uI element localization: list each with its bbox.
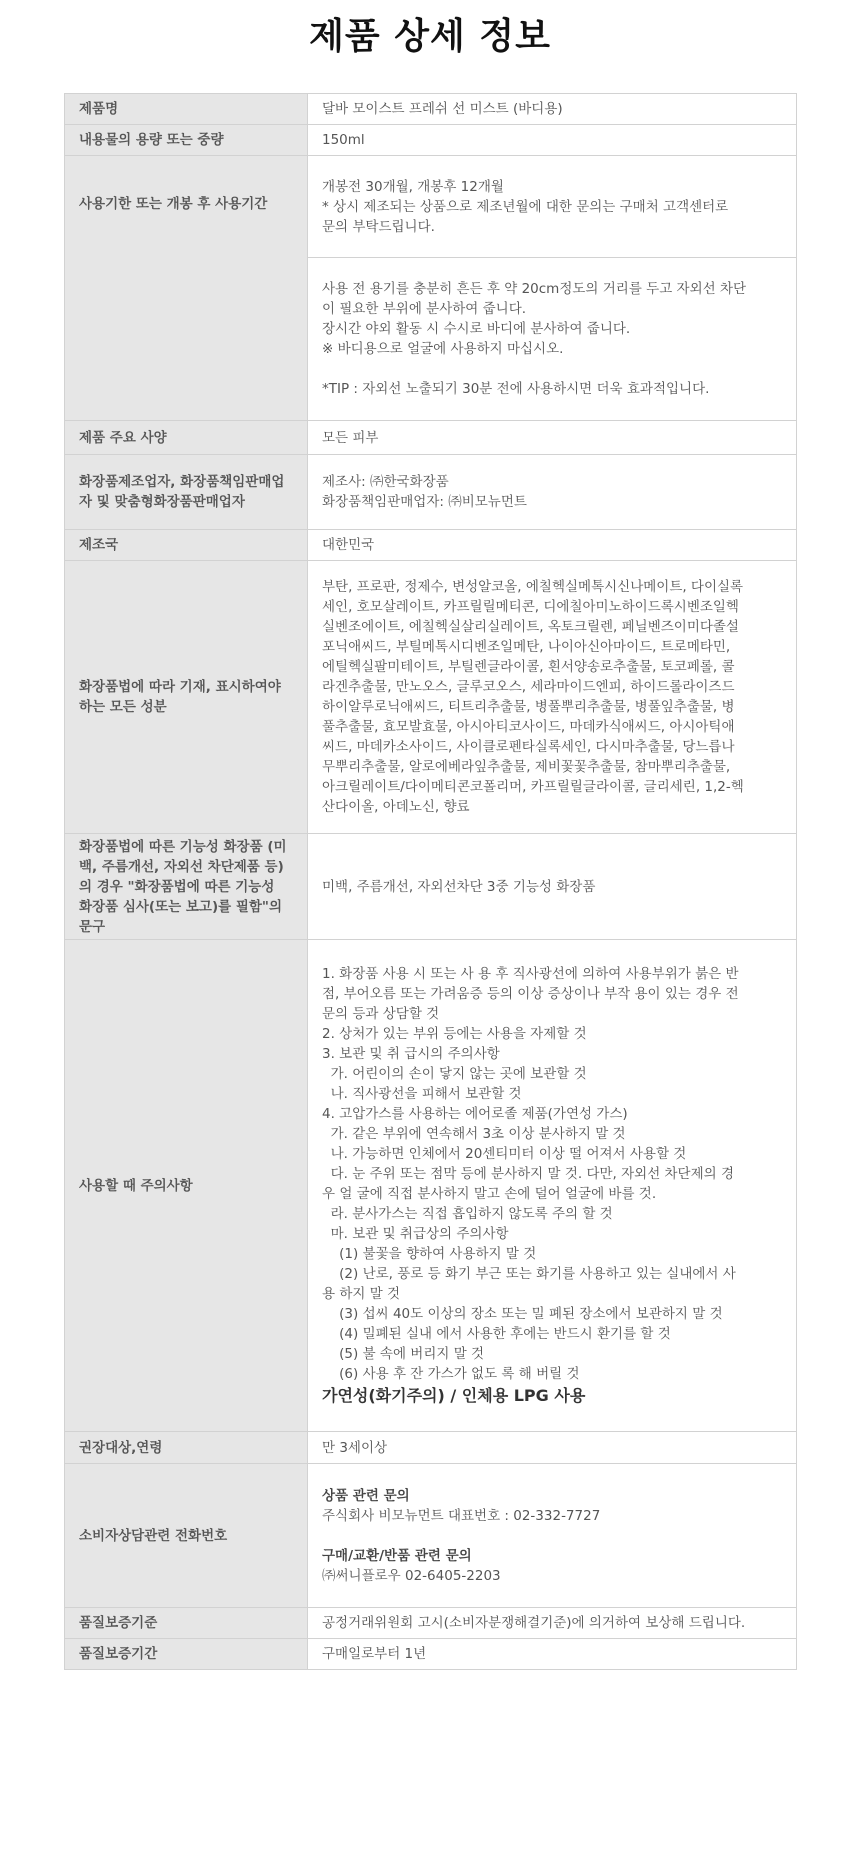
value-line: 무뿌리추출물, 알로에베라잎추출물, 제비꽃꽃추출물, 참마뿌리추출물, — [322, 759, 731, 775]
value-line: 대한민국 — [322, 537, 375, 553]
value-line: 제조사: ㈜한국화장품 — [322, 474, 449, 490]
page-title: 제품 상세 정보 — [309, 16, 551, 57]
value-line: 용 하지 말 것 — [322, 1285, 401, 1302]
value-line: 150ml — [322, 132, 365, 148]
value-line: 달바 모이스트 프레쉬 선 미스트 (바디용) — [322, 101, 563, 117]
row-value-cautions — [308, 940, 796, 1431]
row-label-line: 화장품 심사(또는 보고)를 필함"의 — [79, 898, 283, 915]
row-value-spec — [308, 421, 796, 454]
value-line: 개봉전 30개월, 개봉후 12개월 — [322, 178, 504, 195]
row-label-quality-period: 품질보증기간 — [65, 1639, 308, 1669]
value-line: 실벤조에이트, 에칠헥실살리실레이트, 옥토크릴렌, 페닐벤즈이미다졸설 — [322, 619, 739, 635]
value-line: 가. 같은 부위에 연속해서 3초 이상 분사하지 말 것 — [322, 1125, 626, 1142]
row-value-country — [308, 530, 796, 560]
value-line: 마. 보관 및 취급상의 주의사항 — [322, 1225, 509, 1242]
value-line: 문의 등과 상담할 것 — [322, 1005, 440, 1022]
row-value-contact — [308, 1464, 796, 1607]
value-line: 에틸헥실팔미테이트, 부틸렌글라이콜, 흰서양송로추출물, 토코페롤, 콜 — [322, 659, 735, 675]
expiry-block — [322, 156, 790, 257]
row-label-line: 백, 주름개선, 자외선 차단제품 등) — [79, 858, 284, 875]
row-label-line: 화장품제조업자, 화장품책임판매업 — [79, 474, 285, 490]
row-label-line: 화장품법에 따라 기재, 표시하여야 — [79, 679, 281, 695]
value-line: 가. 어린이의 손이 닿지 않는 곳에 보관할 것 — [322, 1065, 587, 1082]
table-row — [65, 940, 796, 1432]
flammable-warning: 가연성(화기주의) / 인체용 LPG 사용 — [322, 1385, 586, 1405]
row-label-target-age: 권장대상,연령 — [65, 1432, 308, 1463]
row-label-line: 의 경우 "화장품법에 따른 기능성 — [79, 878, 275, 895]
value-line: (6) 사용 후 잔 가스가 없도 록 해 버릴 것 — [322, 1365, 580, 1382]
table-row — [65, 1608, 796, 1639]
table-row — [65, 421, 796, 455]
value-line: 2. 상처가 있는 부위 등에는 사용을 자제할 것 — [322, 1025, 587, 1042]
row-label-contact: 소비자상담관련 전화번호 — [65, 1464, 308, 1607]
value-line: * 상시 제조되는 상품으로 제조년월에 대한 문의는 구매처 고객센터로 — [322, 198, 729, 215]
table-row — [65, 834, 796, 940]
value-line: 세인, 호모살레이트, 카프릴릴메티콘, 디에칠아미노하이드록시벤조일헥 — [322, 599, 739, 615]
row-label-manufacturer — [65, 455, 308, 529]
value-line: 나. 직사광선을 피해서 보관할 것 — [322, 1085, 522, 1102]
row-label-product-name: 제품명 — [65, 94, 308, 124]
row-label-line: 화장품법에 따른 기능성 화장품 (미 — [79, 838, 287, 855]
value-line: 미백, 주름개선, 자외선차단 3중 기능성 화장품 — [322, 878, 596, 895]
row-value-expiry — [308, 156, 796, 420]
value-line: *TIP : 자외선 노출되기 30분 전에 사용하시면 더욱 효과적입니다. — [322, 381, 710, 397]
value-line: 라겐추출물, 만노오스, 글루코오스, 세라마이드엔피, 하이드롤라이즈드 — [322, 679, 735, 695]
value-line: 나. 가능하면 인체에서 20센티미터 이상 떨 어져서 사용할 것 — [322, 1145, 687, 1162]
value-line: 장시간 야외 활동 시 수시로 바디에 분사하여 줍니다. — [322, 321, 631, 337]
value-line: 우 얼 굴에 직접 분사하지 말고 손에 덜어 얼굴에 바를 것. — [322, 1185, 657, 1202]
value-line: 산다이올, 아데노신, 향료 — [322, 799, 470, 815]
table-row — [65, 1432, 796, 1464]
value-line: 화장품책임판매업자: ㈜비모뉴먼트 — [322, 494, 527, 510]
value-line: 1. 화장품 사용 시 또는 사 용 후 직사광선에 의하여 사용부위가 붉은 반 — [322, 965, 739, 982]
value-line: (1) 불꽃을 향하여 사용하지 말 것 — [322, 1245, 537, 1262]
row-label-functional — [65, 834, 308, 939]
value-line: (4) 밀폐된 실내 에서 사용한 후에는 반드시 환기를 할 것 — [322, 1325, 671, 1342]
value-line: 이 필요한 부위에 분사하여 줍니다. — [322, 301, 527, 317]
row-label-expiry — [65, 156, 308, 420]
row-label-text: 사용기한 또는 개봉 후 사용기간 — [79, 196, 268, 212]
row-value-target-age — [308, 1432, 796, 1463]
value-line: 사용 전 용기를 충분히 흔든 후 약 20cm정도의 거리를 두고 자외선 차단 — [322, 281, 747, 297]
value-line: 3. 보관 및 취 급시의 주의사항 — [322, 1045, 500, 1062]
row-value-functional — [308, 834, 796, 939]
value-line: ㈜써니플로우 02-6405-2203 — [322, 1567, 501, 1584]
table-row — [65, 530, 796, 561]
value-line: 공정거래위원회 고시(소비자분쟁해결기준)에 의거하여 보상해 드립니다. — [322, 1615, 746, 1631]
row-label-ingredients — [65, 561, 308, 833]
row-label-line: 하는 모든 성분 — [79, 699, 167, 715]
value-line: 만 3세이상 — [322, 1439, 388, 1456]
table-row — [65, 125, 796, 156]
table-row — [65, 1464, 796, 1608]
row-value-product-name — [308, 94, 796, 124]
value-line: 다. 눈 주위 또는 점막 등에 분사하지 말 것. 다만, 자외선 차단제의 경 — [322, 1165, 735, 1182]
table-row — [65, 561, 796, 834]
value-line: 포닉애씨드, 부틸메톡시디벤조일메탄, 나이아신아마이드, 트로메타민, — [322, 639, 731, 655]
table-row — [65, 1639, 796, 1670]
row-label-cautions: 사용할 때 주의사항 — [65, 940, 308, 1431]
row-value-ingredients — [308, 561, 796, 833]
value-line: 하이알루로닉애씨드, 티트리추출물, 병풀뿌리추출물, 병풀잎추출물, 병 — [322, 699, 735, 715]
row-label-country: 제조국 — [65, 530, 308, 560]
table-row — [65, 455, 796, 530]
product-info-table — [64, 93, 797, 1670]
contact-heading-product: 상품 관련 문의 — [322, 1487, 410, 1504]
row-label-volume: 내용물의 용량 또는 중량 — [65, 125, 308, 155]
blank-line — [322, 359, 790, 379]
value-line: 4. 고압가스를 사용하는 에어로졸 제품(가연성 가스) — [322, 1105, 628, 1122]
value-line: 문의 부탁드립니다. — [322, 218, 435, 235]
value-line: ※ 바디용으로 얼굴에 사용하지 마십시오. — [322, 341, 564, 357]
blank-line — [322, 1526, 790, 1546]
table-row — [65, 94, 796, 125]
value-line: 점, 부어오름 또는 가려움증 등의 이상 증상이나 부작 용이 있는 경우 전 — [322, 985, 739, 1002]
value-line: 주식회사 비모뉴먼트 대표번호 : 02-332-7727 — [322, 1507, 601, 1524]
row-label-line: 자 및 맞춤형화장품판매업자 — [79, 494, 245, 510]
row-label-spec: 제품 주요 사양 — [65, 421, 308, 454]
table-row — [65, 156, 796, 421]
value-line: (2) 난로, 풍로 등 화기 부근 또는 화기를 사용하고 있는 실내에서 사 — [322, 1265, 736, 1282]
value-line: 씨드, 마데카소사이드, 사이클로펜타실록세인, 다시마추출물, 당느릅나 — [322, 739, 735, 755]
value-line: 풀추출물, 효모발효물, 아시아티코사이드, 마데카식애씨드, 아시아틱애 — [322, 719, 735, 735]
value-line: 아크릴레이트/다이메티콘코폴리머, 카프릴릴글라이콜, 글리세린, 1,2-헥 — [322, 779, 744, 795]
row-value-manufacturer — [308, 455, 796, 529]
usage-block — [322, 258, 790, 420]
value-line: (3) 섭씨 40도 이상의 장소 또는 밀 폐된 장소에서 보관하지 말 것 — [322, 1305, 723, 1322]
row-value-volume — [308, 125, 796, 155]
value-line: (5) 불 속에 버리지 말 것 — [322, 1345, 485, 1362]
contact-heading-purchase: 구매/교환/반품 관련 문의 — [322, 1547, 472, 1564]
row-value-quality-standard — [308, 1608, 796, 1638]
value-line: 부탄, 프로판, 정제수, 변성알코올, 에칠헥실메톡시신나메이트, 다이실록 — [322, 579, 744, 595]
value-line: 모든 피부 — [322, 429, 379, 446]
row-value-quality-period — [308, 1639, 796, 1669]
value-line: 라. 분사가스는 직접 흡입하지 않도록 주의 할 것 — [322, 1205, 613, 1222]
row-label-line: 문구 — [79, 918, 106, 935]
row-label-quality-standard: 품질보증기준 — [65, 1608, 308, 1638]
value-line: 구매일로부터 1년 — [322, 1646, 427, 1662]
